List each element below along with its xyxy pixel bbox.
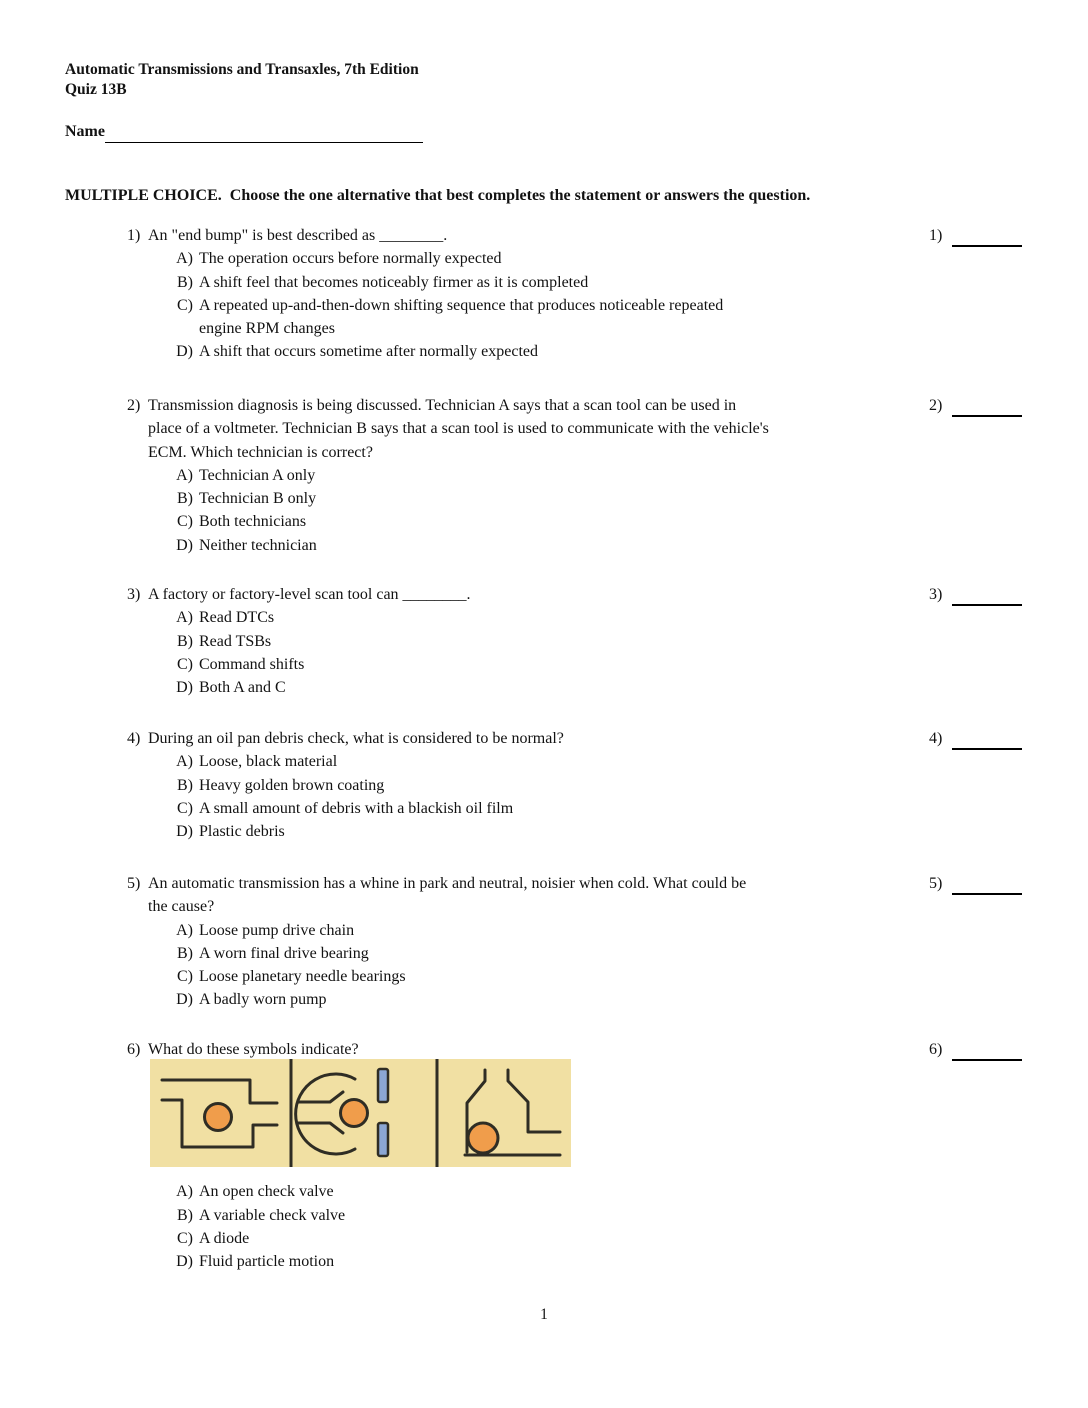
- option-label: D): [176, 679, 193, 697]
- quiz-title: Quiz 13B: [65, 81, 127, 98]
- answer-blank-line: [952, 872, 1022, 895]
- question-block: [127, 727, 927, 843]
- option-row: [173, 965, 927, 988]
- option-line: A variable check valve: [199, 1206, 346, 1224]
- name-row: [65, 123, 423, 143]
- option-text: [199, 988, 327, 1011]
- options-list: [127, 606, 927, 699]
- page-number: 1: [540, 1306, 548, 1323]
- answer-slot: [929, 872, 1022, 895]
- question-stem-lines: [148, 872, 746, 919]
- option-label: C): [177, 1229, 193, 1247]
- option-label: A): [176, 1183, 193, 1201]
- check-ball-icon: [205, 1104, 232, 1131]
- stem-line: Transmission diagnosis is being discussed. Technician A says that a scan tool can be used in: [148, 397, 737, 414]
- option-label: C): [177, 513, 193, 531]
- option-row: [173, 1227, 927, 1250]
- question-stem: [127, 394, 927, 464]
- spring-seat-top: [378, 1069, 388, 1102]
- option-line: A shift feel that becomes noticeably firmer as it is completed: [199, 273, 589, 291]
- option-line: A worn final drive bearing: [199, 944, 369, 962]
- options-list: [127, 750, 927, 843]
- answer-number: 1): [929, 227, 943, 244]
- option-row: [173, 797, 927, 820]
- answer-slot: [929, 224, 1022, 247]
- question-block: [127, 394, 927, 557]
- option-row: [173, 919, 927, 942]
- option-row: [173, 750, 927, 773]
- option-label: D): [176, 991, 193, 1009]
- option-text: [199, 294, 723, 341]
- book-title: Automatic Transmissions and Transaxles, 7th Edition: [65, 61, 419, 78]
- option-text: [199, 464, 315, 487]
- option-label: D): [176, 823, 193, 841]
- option-text: [199, 797, 513, 820]
- option-text: [199, 340, 538, 363]
- name-blank-line: [105, 123, 423, 143]
- check-valve-symbols-image: [150, 1059, 571, 1167]
- option-line: A badly worn pump: [199, 991, 327, 1009]
- question-number: 1): [127, 227, 141, 244]
- answer-blank-line: [952, 224, 1022, 247]
- question-stem: [127, 872, 927, 919]
- option-label: C): [177, 655, 193, 673]
- option-line: The operation occurs before normally expected: [199, 250, 502, 268]
- option-text: [199, 510, 306, 533]
- option-label: B): [177, 632, 193, 650]
- option-line: Read TSBs: [199, 632, 272, 650]
- answer-slot: [929, 394, 1022, 417]
- option-line: A shift that occurs sometime after normally expected: [199, 343, 538, 361]
- option-line: Neither technician: [199, 536, 317, 554]
- option-line: Both technicians: [199, 513, 307, 531]
- question-stem: [127, 727, 927, 750]
- option-label: A): [176, 609, 193, 627]
- name-label: Name: [65, 123, 105, 140]
- option-text: [199, 630, 271, 653]
- option-label: D): [176, 536, 193, 554]
- stem-line: An automatic transmission has a whine in park and neutral, noisier when cold. What could be: [148, 875, 747, 892]
- question-stem: [127, 224, 927, 247]
- answer-blank-line: [952, 727, 1022, 750]
- option-text: [199, 942, 369, 965]
- option-text: [199, 965, 406, 988]
- option-row: [173, 294, 927, 341]
- option-text: [199, 774, 384, 797]
- option-label: C): [177, 968, 193, 986]
- answer-number: 2): [929, 397, 943, 414]
- option-label: B): [177, 944, 193, 962]
- stem-line: ECM. Which technician is correct?: [148, 443, 373, 461]
- option-row: [173, 774, 927, 797]
- spring-seat-bottom: [378, 1123, 388, 1156]
- option-line: Plastic debris: [199, 823, 285, 841]
- option-text: [199, 676, 286, 699]
- stem-line: An "end bump" is best described as ________.: [148, 227, 448, 244]
- option-label: A): [176, 921, 193, 939]
- question-stem-lines: [148, 727, 564, 750]
- option-label: A): [176, 753, 193, 771]
- option-label: D): [176, 1253, 193, 1271]
- option-label: B): [177, 776, 193, 794]
- option-row: [173, 464, 927, 487]
- option-label: D): [176, 343, 193, 361]
- option-line: engine RPM changes: [199, 320, 335, 338]
- option-text: [199, 653, 304, 676]
- option-row: [173, 606, 927, 629]
- answer-number: 6): [929, 1041, 943, 1058]
- option-row: [173, 510, 927, 533]
- answer-slot: [929, 1038, 1022, 1061]
- option-row: [173, 247, 927, 270]
- option-row: [173, 1204, 927, 1227]
- option-row: [173, 653, 927, 676]
- question-stem-lines: [148, 394, 769, 464]
- option-row: [173, 820, 927, 843]
- option-text: [199, 820, 285, 843]
- option-text: [199, 919, 354, 942]
- question-number: 5): [127, 875, 141, 892]
- question-block: [127, 583, 927, 699]
- option-line: Heavy golden brown coating: [199, 776, 385, 794]
- stem-line: the cause?: [148, 898, 215, 916]
- option-text: [199, 1227, 249, 1250]
- question-block: [127, 872, 927, 1012]
- question-number: 3): [127, 586, 141, 603]
- question-stem-lines: [148, 1038, 359, 1061]
- option-line: A small amount of debris with a blackish oil film: [199, 799, 514, 817]
- options-list: [127, 464, 927, 557]
- option-row: [173, 942, 927, 965]
- options-list: [127, 247, 927, 363]
- option-row: [173, 534, 927, 557]
- question-stem-lines: [148, 583, 471, 606]
- option-line: Fluid particle motion: [199, 1253, 335, 1271]
- option-line: A diode: [199, 1229, 250, 1247]
- option-line: Command shifts: [199, 655, 305, 673]
- instructions: MULTIPLE CHOICE. Choose the one alternative that best completes the statement or answers the question.: [65, 187, 811, 204]
- option-row: [173, 676, 927, 699]
- option-label: B): [177, 1206, 193, 1224]
- option-line: Technician A only: [199, 466, 316, 484]
- stem-line: place of a voltmeter. Technician B says that a scan tool is used to communicate with the vehicle's: [148, 420, 769, 438]
- question-number: 4): [127, 730, 141, 747]
- stem-line: What do these symbols indicate?: [148, 1041, 359, 1058]
- stem-line: A factory or factory-level scan tool can ________.: [148, 586, 471, 603]
- option-row: [173, 1250, 927, 1273]
- option-line: An open check valve: [199, 1183, 334, 1201]
- option-row: [173, 630, 927, 653]
- option-row: [173, 487, 927, 510]
- option-text: [199, 247, 502, 270]
- option-text: [199, 1180, 334, 1203]
- options-list: [127, 919, 927, 1012]
- option-text: [199, 534, 317, 557]
- option-label: B): [177, 490, 193, 508]
- option-text: [199, 1250, 334, 1273]
- option-label: B): [177, 273, 193, 291]
- document-header: [65, 60, 419, 100]
- option-line: Loose planetary needle bearings: [199, 968, 406, 986]
- answer-blank-line: [952, 394, 1022, 417]
- question-stem: [127, 583, 927, 606]
- answer-number: 3): [929, 586, 943, 603]
- stem-line: During an oil pan debris check, what is considered to be normal?: [148, 730, 564, 747]
- option-line: Loose, black material: [199, 753, 338, 771]
- option-text: [199, 487, 316, 510]
- option-label: A): [176, 466, 193, 484]
- answer-slot: [929, 583, 1022, 606]
- option-line: Loose pump drive chain: [199, 921, 355, 939]
- question-number: 6): [127, 1041, 141, 1058]
- option-text: [199, 606, 274, 629]
- option-label: A): [176, 250, 193, 268]
- option-line: Technician B only: [199, 490, 317, 508]
- options-list: [127, 1180, 927, 1273]
- check-ball-icon: [341, 1100, 368, 1127]
- question-stem-lines: [148, 224, 447, 247]
- option-row: [173, 340, 927, 363]
- option-line: A repeated up-and-then-down shifting sequence that produces noticeable repeated: [199, 296, 724, 314]
- answer-blank-line: [952, 1038, 1022, 1061]
- question-block: [127, 224, 927, 364]
- answer-number: 5): [929, 875, 943, 892]
- question-stem: [127, 1038, 927, 1061]
- question-number: 2): [127, 397, 141, 414]
- answer-slot: [929, 727, 1022, 750]
- answer-blank-line: [952, 583, 1022, 606]
- option-row: [173, 988, 927, 1011]
- option-line: Both A and C: [199, 679, 286, 697]
- option-row: [173, 1180, 927, 1203]
- option-label: C): [177, 799, 193, 817]
- option-text: [199, 750, 337, 773]
- option-line: Read DTCs: [199, 609, 275, 627]
- option-text: [199, 1204, 345, 1227]
- option-text: [199, 271, 588, 294]
- option-label: C): [177, 296, 193, 314]
- option-row: [173, 271, 927, 294]
- answer-number: 4): [929, 730, 943, 747]
- check-ball-icon: [468, 1123, 498, 1153]
